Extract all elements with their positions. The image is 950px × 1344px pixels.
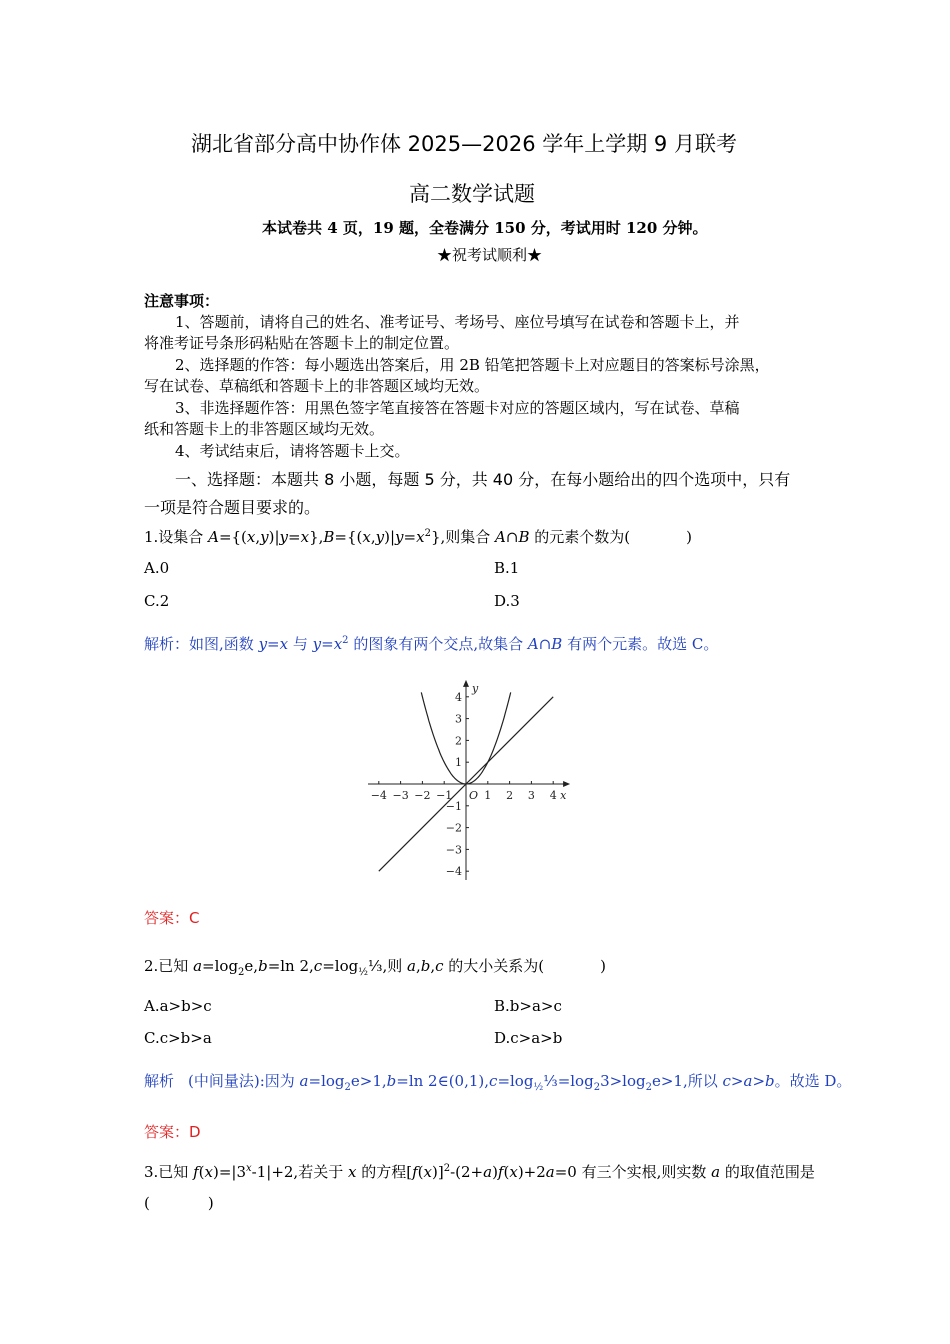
x-tick-label: 4 bbox=[549, 789, 557, 802]
notice-item-3b: 纸和答题卡上的非答题区域均无效。 bbox=[144, 420, 385, 438]
function-graph bbox=[368, 672, 590, 880]
q1-analysis: 解析：如图,函数 y=x 与 $y=x^2$ 的图象有两个交点,故集合 A∩B 有两个元素。故选 C。 bbox=[144, 635, 719, 653]
notice-item-1b: 将准考证号条形码粘贴在答题卡上的制定位置。 bbox=[144, 334, 460, 352]
notice-heading: 注意事项： bbox=[144, 292, 220, 310]
notice-item-3a: 3、非选择题作答：用黑色签字笔直接答在答题卡对应的答题区域内，写在试卷、草稿 bbox=[175, 399, 740, 417]
y-tick-label: 4 bbox=[455, 690, 462, 704]
x-tick-label: −3 bbox=[392, 789, 409, 802]
q2-answer: 答案：D bbox=[144, 1123, 201, 1141]
q1-option-b: B.1 bbox=[494, 559, 520, 577]
y-tick-label: −3 bbox=[445, 843, 462, 857]
y-axis-label: y bbox=[472, 681, 479, 695]
question-3-blank: ( ) bbox=[144, 1194, 214, 1212]
q2-option-b: B.b>a>c bbox=[494, 997, 562, 1015]
notice-item-1a: 1、答题前，请将自己的姓名、准考证号、考场号、座位号填写在试卷和答题卡上，并 bbox=[175, 313, 740, 331]
notice-item-4: 4、考试结束后，请将答题卡上交。 bbox=[175, 442, 410, 460]
question-1: 1.设集合 $A=\{(x,y)|y=x\},B=\{(x,y)|y=x^2\}$,则集合 A∩B 的元素个数为( ) bbox=[144, 528, 692, 546]
x-tick-label: 1 bbox=[484, 789, 492, 802]
origin-label: O bbox=[469, 789, 479, 802]
y-tick-label: 3 bbox=[455, 712, 462, 726]
section-heading-line2: 一项是符合题目要求的。 bbox=[144, 498, 321, 517]
exam-wish: ★祝考试顺利★ bbox=[437, 246, 543, 264]
y-tick-label: −2 bbox=[445, 821, 462, 835]
exam-info: 本试卷共 4 页，19 题，全卷满分 150 分，考试用时 120 分钟。 bbox=[262, 219, 708, 237]
question-2: 2.已知 $a=\log_2e,b=\ln$ $2,c=\log_{\frac{1}{2}}\frac{1}{3}$,则 a,b,c 的大小关系为( ) bbox=[144, 957, 607, 978]
q2-option-a: A.a>b>c bbox=[144, 997, 212, 1015]
q1-option-c: C.2 bbox=[144, 592, 170, 610]
y-tick-label: 2 bbox=[455, 734, 462, 748]
x-tick-label: 2 bbox=[506, 789, 514, 802]
x-tick-label: −4 bbox=[370, 789, 387, 802]
x-tick-label: 3 bbox=[527, 789, 535, 802]
q2-analysis: 解析 (中间量法):因为 $a=\log_2e>1,b=\ln$ $2\in(0,1),c=\log_{\frac{1}{2}}\frac{1}{3}=\log_23>\log_2e>1$,所以 c>a>b。故选 D。 bbox=[144, 1072, 852, 1093]
exam-title: 湖北省部分高中协作体 2025—2026 学年上学期 9 月联考 bbox=[191, 132, 737, 156]
section-heading-line1: 一、选择题：本题共 8 小题，每题 5 分，共 40 分，在每小题给出的四个选项中，只有 bbox=[175, 470, 791, 489]
exam-subtitle: 高二数学试题 bbox=[409, 182, 535, 206]
y-tick-label: 1 bbox=[455, 756, 462, 770]
notice-item-2a: 2、选择题的作答：每小题选出答案后，用 2B 铅笔把答题卡上对应题目的答案标号涂黑， bbox=[175, 356, 770, 374]
x-tick-label: −1 bbox=[436, 789, 453, 802]
q2-option-d: D.c>a>b bbox=[494, 1029, 563, 1047]
q2-option-c: C.c>b>a bbox=[144, 1029, 212, 1047]
x-axis-arrow bbox=[563, 781, 570, 787]
x-axis-label: x bbox=[560, 789, 567, 802]
y-tick-label: −4 bbox=[445, 865, 462, 879]
q1-option-a: A.0 bbox=[144, 559, 170, 577]
y-tick-label: −1 bbox=[445, 799, 462, 813]
x-tick-label: −2 bbox=[414, 789, 431, 802]
q1-option-d: D.3 bbox=[494, 592, 520, 610]
q1-answer: 答案：C bbox=[144, 909, 200, 927]
notice-item-2b: 写在试卷、草稿纸和答题卡上的非答题区域均无效。 bbox=[144, 377, 490, 395]
y-axis-arrow bbox=[463, 680, 469, 687]
question-3: 3.已知 $f(x)=|3^x-1|+2$,若关于 x 的方程$[f(x)]^2-(2+a)f(x)+2a=0$ 有三个实根,则实数 a 的取值范围是 bbox=[144, 1163, 815, 1181]
